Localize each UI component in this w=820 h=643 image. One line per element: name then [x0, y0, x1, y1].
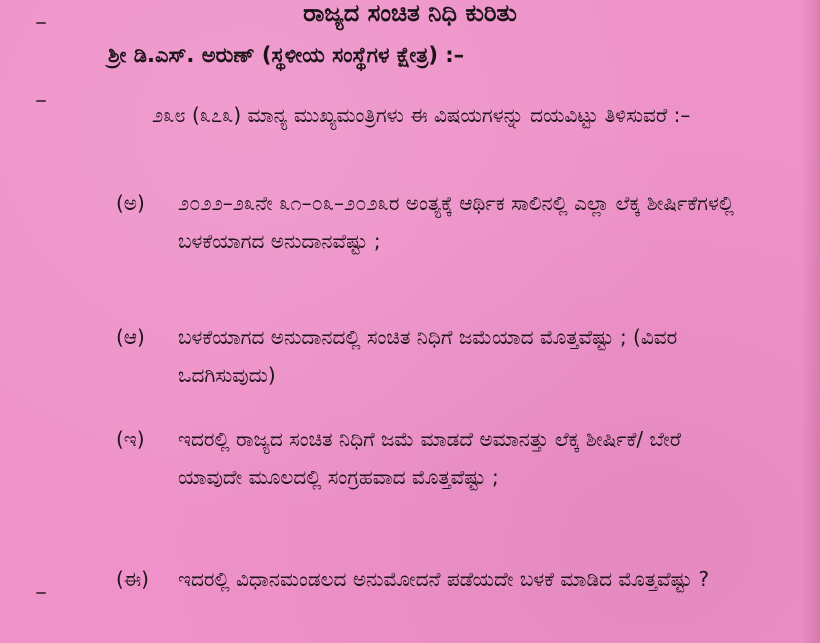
punch-mark: [36, 100, 46, 102]
question-item: [116, 318, 736, 394]
item-text: ೨೦೨೨–೨೩ನೇ ೩೧–೦೩–೨೦೨೩ರ ಅಂತ್ಯಕ್ಕೆ ಆರ್ಥಿಕ ಸಾಲಿನಲ್ಲಿ ಎಲ್ಲಾ ಲೆಕ್ಕ ಶೀರ್ಷಿಕೆಗಳಲ್ಲಿ ಬಳಕೆಯಾಗದ ಅನುದಾನವೆಷ್ಟು ;: [178, 191, 734, 253]
item-marker: (ಅ): [116, 191, 145, 215]
page-edge-shadow: [802, 0, 820, 643]
item-text: ಇದರಲ್ಲಿ ರಾಜ್ಯದ ಸಂಚಿತ ನಿಧಿಗೆ ಜಮೆ ಮಾಡದೆ ಅಮಾನತ್ತು ಲೆಕ್ಕ ಶೀರ್ಷಿಕೆ/ ಬೇರೆ ಯಾವುದೇ ಮೂಲದಲ್ಲಿ ಸಂಗ್ರಹವಾದ ಮೊತ್ತವೆಷ್ಟು ;: [178, 427, 682, 489]
item-marker: (ಈ): [116, 567, 149, 591]
question-item: [116, 184, 736, 260]
item-text: ಬಳಕೆಯಾಗದ ಅನುದಾನದಲ್ಲಿ ಸಂಚಿತ ನಿಧಿಗೆ ಜಮೆಯಾದ ಮೊತ್ತವೆಷ್ಟು ; (ವಿವರ ಒದಗಿಸುವುದು): [178, 325, 678, 387]
item-marker: (ಇ): [116, 427, 145, 451]
punch-mark: [36, 592, 46, 594]
question-item: [116, 420, 736, 496]
member-name-line: ಶ್ರೀ ಡಿ.ಎಸ್. ಅರುಣ್ (ಸ್ಥಳೀಯ ಸಂಸ್ಥೆಗಳ ಕ್ಷೇತ್ರ) :–: [108, 43, 465, 67]
item-text: ಇದರಲ್ಲಿ ವಿಧಾನಮಂಡಲದ ಅನುಮೋದನೆ ಪಡೆಯದೇ ಬಳಕೆ ಮಾಡಿದ ಮೊತ್ತವೆಷ್ಟು ?: [178, 567, 710, 591]
question-intro: ೨೩೮ (೩೭೩) ಮಾನ್ಯ ಮುಖ್ಯಮಂತ್ರಿಗಳು ಈ ವಿಷಯಗಳನ್ನು ದಯವಿಟ್ಟು ತಿಳಿಸುವರೆ :–: [152, 103, 691, 127]
question-item: [116, 560, 736, 598]
page-title: ರಾಜ್ಯದ ಸಂಚಿತ ನಿಧಿ ಕುರಿತು: [303, 0, 517, 27]
item-marker: (ಆ): [116, 325, 145, 349]
